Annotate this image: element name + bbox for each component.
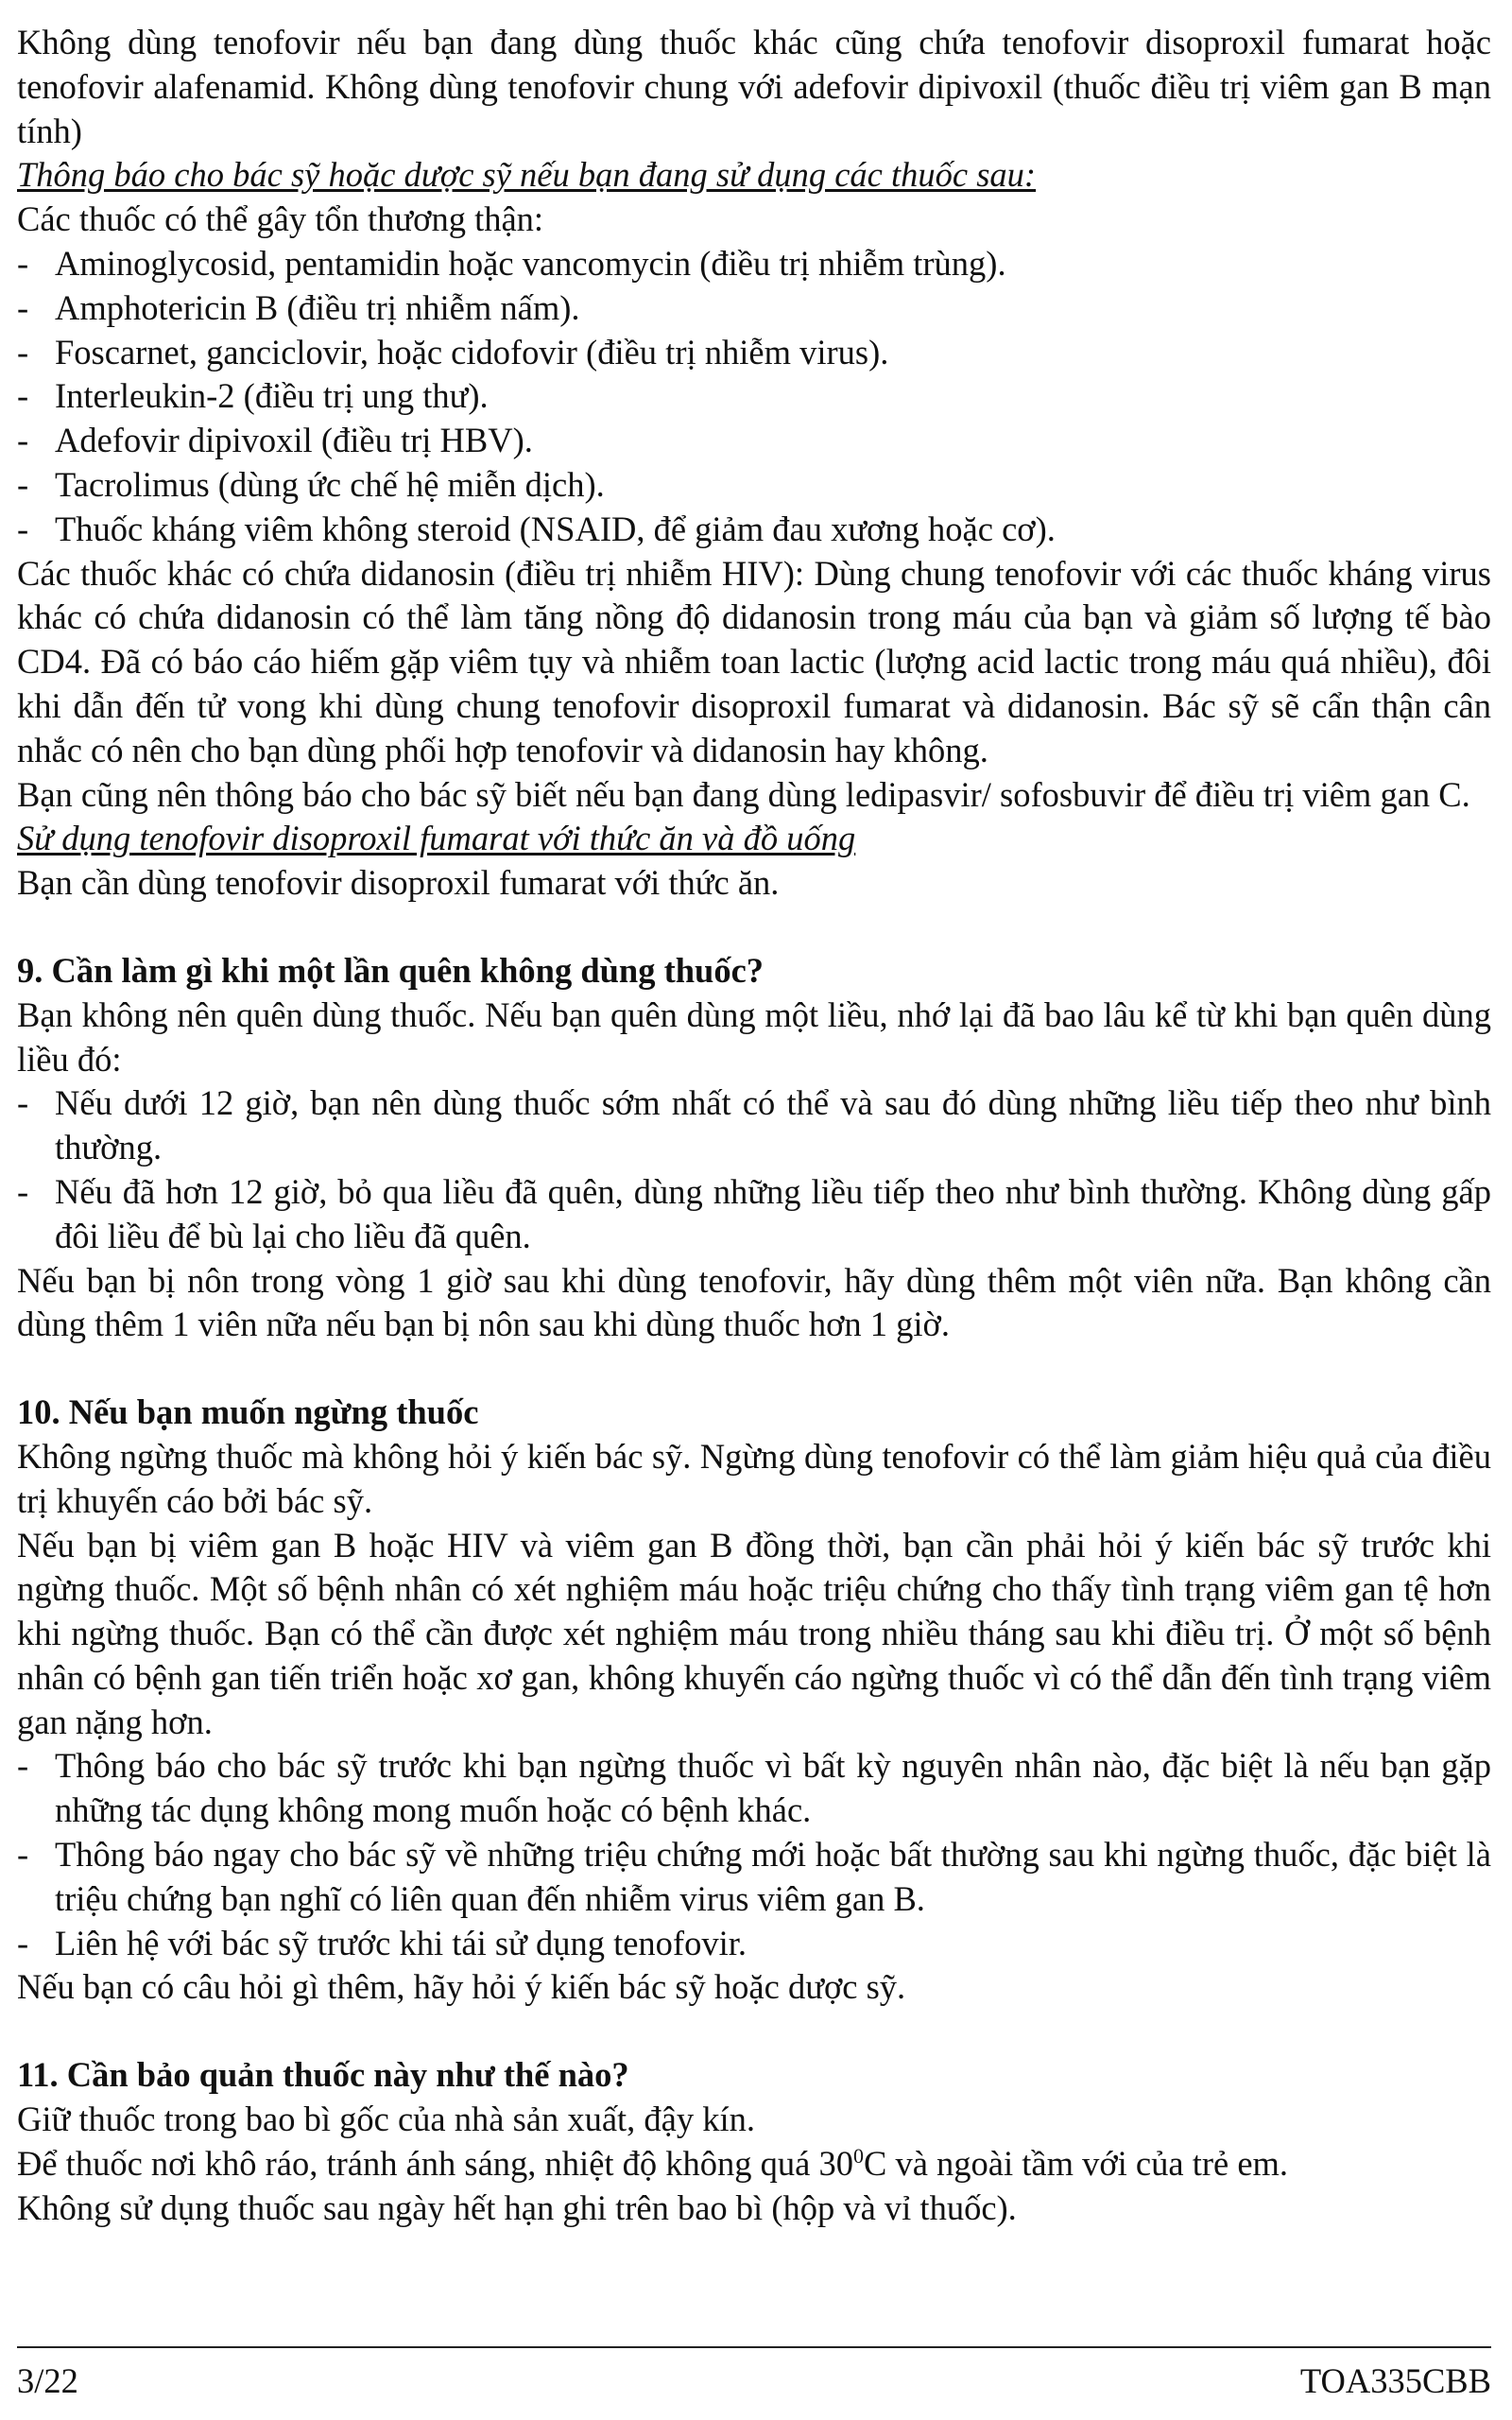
- list-item: - Nếu đã hơn 12 giờ, bỏ qua liều đã quên, dùng những liều tiếp theo như bình thường. Không dùng gấp đôi liều để bù lại cho liều đã quên.: [17, 1171, 1491, 1255]
- section-11-p3: Không sử dụng thuốc sau ngày hết hạn ghi trên bao bì (hộp và vỉ thuốc).: [17, 2187, 1017, 2227]
- section-10-list: [17, 1744, 1491, 1965]
- section-11-p1: Giữ thuốc trong bao bì gốc của nhà sản xuất, đậy kín.: [17, 2100, 756, 2139]
- list-item: - Thông báo ngay cho bác sỹ về những triệu chứng mới hoặc bất thường sau khi ngừng thuốc, đặc biệt là triệu chứng bạn nghĩ có liên quan đến nhiễm virus viêm gan B.: [17, 1835, 1491, 1918]
- ledipasvir-paragraph: Bạn cũng nên thông báo cho bác sỹ biết nếu bạn đang dùng ledipasvir/ sofosbuvir để điều trị viêm gan C.: [17, 774, 1470, 814]
- list-item: - Thông báo cho bác sỹ trước khi bạn ngừng thuốc vì bất kỳ nguyên nhân nào, đặc biệt là nếu bạn gặp những tác dụng không mong muốn hoặc có bệnh khác.: [17, 1746, 1491, 1830]
- list-item: - Adefovir dipivoxil (điều trị HBV).: [17, 421, 533, 460]
- list-item: - Thuốc kháng viêm không steroid (NSAID, để giảm đau xương hoặc cơ).: [17, 509, 1056, 548]
- subhead-inform-doctor: Thông báo cho bác sỹ hoặc dược sỹ nếu bạn đang sử dụng các thuốc sau:: [17, 155, 1037, 195]
- section-9-heading: 9. Cần làm gì khi một lần quên không dùng thuốc?: [17, 950, 765, 990]
- document-page: [17, 21, 1491, 2230]
- food-paragraph: Bạn cần dùng tenofovir disoproxil fumarat với thức ăn.: [17, 863, 780, 903]
- list-item: - Tacrolimus (dùng ức chế hệ miễn dịch).: [17, 464, 605, 504]
- section-10-p1: Không ngừng thuốc mà không hỏi ý kiến bác sỹ. Ngừng dùng tenofovir có thể làm giảm hiệu quả của điều trị khuyến cáo bởi bác sỹ.: [17, 1436, 1491, 1520]
- document-code: TOA335CBB: [1299, 2361, 1491, 2400]
- section-10-heading: 10. Nếu bạn muốn ngừng thuốc: [17, 1392, 479, 1432]
- didanosin-paragraph: Các thuốc khác có chứa didanosin (điều trị nhiễm HIV): Dùng chung tenofovir với các thuốc kháng virus khác có chứa didanosin có thể làm tăng nồng độ didanosin trong máu của bạn và giảm số lượng tế bào CD4. Đã có báo cáo hiếm gặp viêm tụy và nhiễm toan lactic (lượng acid lactic trong máu quá nhiều), đôi khi dẫn đến tử vong khi dùng chung tenofovir disoproxil fumarat và didanosin. Bác sỹ sẽ cẩn thận cân nhắc có nên cho bạn dùng phối hợp tenofovir và didanosin hay không.: [17, 553, 1491, 769]
- section-11-heading: 11. Cần bảo quản thuốc này như thế nào?: [17, 2055, 629, 2095]
- kidney-drugs-list: [17, 242, 1491, 552]
- interactions-intro: Không dùng tenofovir nếu bạn đang dùng thuốc khác cũng chứa tenofovir disoproxil fumarat hoặc tenofovir alafenamid. Không dùng tenofovir chung với adefovir dipivoxil (thuốc điều trị viêm gan B mạn tính): [17, 23, 1491, 150]
- footer-divider: [17, 2346, 1491, 2348]
- kidney-drugs-intro: Các thuốc có thể gây tổn thương thận:: [17, 199, 544, 239]
- list-item: - Foscarnet, ganciclovir, hoặc cidofovir (điều trị nhiễm virus).: [17, 332, 889, 372]
- section-10-closing: Nếu bạn có câu hỏi gì thêm, hãy hỏi ý kiến bác sỹ hoặc dược sỹ.: [17, 1967, 906, 2007]
- subhead-food-drink: Sử dụng tenofovir disoproxil fumarat với thức ăn và đồ uống: [17, 819, 856, 858]
- page-number: 3/22: [17, 2361, 78, 2400]
- section-9-intro: Bạn không nên quên dùng thuốc. Nếu bạn quên dùng một liều, nhớ lại đã bao lâu kể từ khi bạn quên dùng liều đó:: [17, 994, 1491, 1079]
- section-10-p2: Nếu bạn bị viêm gan B hoặc HIV và viêm gan B đồng thời, bạn cần phải hỏi ý kiến bác sỹ trước khi ngừng thuốc. Một số bệnh nhân có xét nghiệm máu hoặc triệu chứng cho thấy tình trạng viêm gan tệ hơn khi ngừng thuốc. Bạn có thể cần được xét nghiệm máu trong nhiều tháng sau khi điều trị. Ở một số bệnh nhân có bệnh gan tiến triển hoặc xơ gan, không khuyến cáo ngừng thuốc vì có thể dẫn đến tình trạng viêm gan nặng hơn.: [17, 1525, 1491, 1741]
- section-9-list: [17, 1081, 1491, 1258]
- list-item: - Nếu dưới 12 giờ, bạn nên dùng thuốc sớm nhất có thể và sau đó dùng những liều tiếp theo như bình thường.: [17, 1083, 1491, 1167]
- degree-superscript: 0: [852, 2143, 864, 2168]
- section-9-vomit: Nếu bạn bị nôn trong vòng 1 giờ sau khi dùng tenofovir, hãy dùng thêm một viên nữa. Bạn không cần dùng thêm 1 viên nữa nếu bạn bị nôn sau khi dùng thuốc hơn 1 giờ.: [17, 1260, 1491, 1344]
- page-footer: [17, 2360, 1491, 2403]
- section-11-p2: Để thuốc nơi khô ráo, tránh ánh sáng, nhiệt độ không quá $30^0C$ và ngoài tầm với của trẻ em.: [17, 2143, 1289, 2183]
- list-item: - Interleukin-2 (điều trị ung thư).: [17, 376, 489, 416]
- list-item: - Aminoglycosid, pentamidin hoặc vancomycin (điều trị nhiễm trùng).: [17, 243, 1006, 283]
- list-item: - Amphotericin B (điều trị nhiễm nấm).: [17, 287, 580, 327]
- list-item: - Liên hệ với bác sỹ trước khi tái sử dụng tenofovir.: [17, 1923, 747, 1962]
